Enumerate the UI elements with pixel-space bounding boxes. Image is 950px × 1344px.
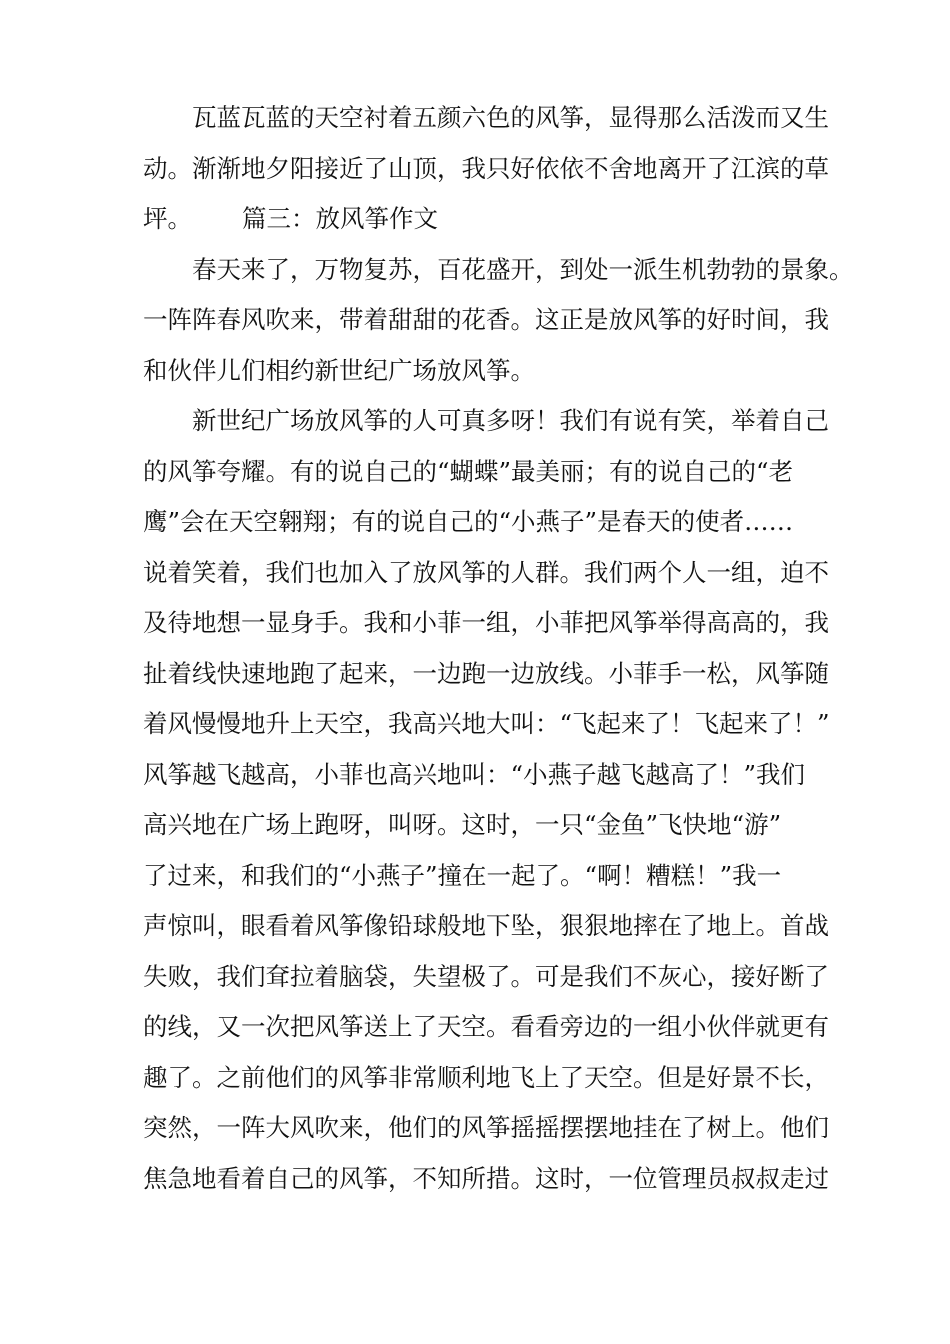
text-line: 和伙伴儿们相约新世纪广场放风筝。 <box>143 356 535 385</box>
text-line: 瓦蓝瓦蓝的天空衬着五颜六色的风筝，显得那么活泼而又生 <box>192 103 829 132</box>
text-line: 坪。 <box>143 204 192 233</box>
text-line: 着风慢慢地升上天空，我高兴地大叫：“飞起来了！飞起来了！” <box>143 709 830 738</box>
text-line: 鹰”会在天空翱翔；有的说自己的“小燕子”是春天的使者…… <box>143 507 794 536</box>
text-line: 及待地想一显身手。我和小菲一组，小菲把风筝举得高高的，我 <box>143 608 829 637</box>
text-line: 的风筝夸耀。有的说自己的“蝴蝶”最美丽；有的说自己的“老 <box>143 457 794 486</box>
text-line: 新世纪广场放风筝的人可真多呀！我们有说有笑，举着自己 <box>192 406 829 435</box>
text-line: 动。渐渐地夕阳接近了山顶，我只好依依不舍地离开了江滨的草 <box>143 154 829 183</box>
text-line: 声惊叫，眼看着风筝像铅球般地下坠，狠狠地摔在了地上。首战 <box>143 911 829 940</box>
text-line: 焦急地看着自己的风筝，不知所措。这时，一位管理员叔叔走过 <box>143 1164 829 1193</box>
text-line: 突然，一阵大风吹来，他们的风筝摇摇摆摆地挂在了树上。他们 <box>143 1113 829 1142</box>
text-line: 了过来，和我们的“小燕子”撞在一起了。“啊！糟糕！”我一 <box>143 861 782 890</box>
text-line: 说着笑着，我们也加入了放风筝的人群。我们两个人一组，迫不 <box>143 558 829 587</box>
text-line: 失败，我们耷拉着脑袋，失望极了。可是我们不灰心，接好断了 <box>143 962 829 991</box>
text-line: 的线，又一次把风筝送上了天空。看看旁边的一组小伙伴就更有 <box>143 1012 829 1041</box>
text-line: 趣了。之前他们的风筝非常顺利地飞上了天空。但是好景不长， <box>143 1063 829 1092</box>
text-line: 春天来了，万物复苏，百花盛开，到处一派生机勃勃的景象。 <box>192 255 854 284</box>
text-line: 扯着线快速地跑了起来，一边跑一边放线。小菲手一松，风筝随 <box>143 659 829 688</box>
text-line: 一阵阵春风吹来，带着甜甜的花香。这正是放风筝的好时间，我 <box>143 305 829 334</box>
section-heading: 篇三：放风筝作文 <box>242 204 438 233</box>
text-line: 高兴地在广场上跑呀，叫呀。这时，一只“金鱼”飞快地“游” <box>143 810 782 839</box>
text-line: 风筝越飞越高，小菲也高兴地叫：“小燕子越飞越高了！”我们 <box>143 760 806 789</box>
